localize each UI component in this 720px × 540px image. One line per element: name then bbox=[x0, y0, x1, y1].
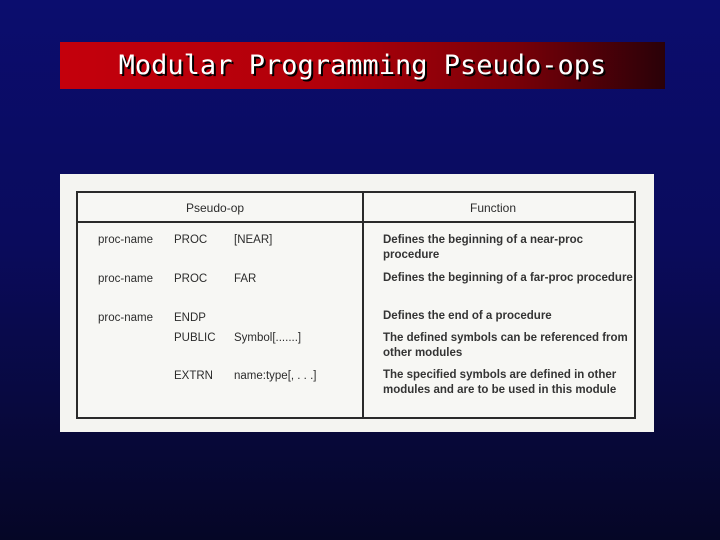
row-1-op: PROC bbox=[174, 234, 208, 246]
pseudo-op-table-figure bbox=[60, 174, 654, 432]
row-5-op: EXTRN bbox=[174, 370, 213, 382]
row-1-operand: [NEAR] bbox=[234, 234, 273, 246]
row-2-function: Defines the beginning of a far-proc procedure bbox=[383, 272, 633, 284]
column-divider bbox=[362, 193, 364, 417]
row-2-op: PROC bbox=[174, 273, 208, 285]
row-5-operand: name:type[, . . .] bbox=[234, 370, 317, 382]
pseudo-op-table bbox=[76, 191, 636, 419]
row-4-op: PUBLIC bbox=[174, 332, 216, 344]
row-3-name: proc-name bbox=[98, 312, 153, 324]
row-4-operand: Symbol[.......] bbox=[234, 332, 302, 344]
row-5-function: The specified symbols are defined in other modules and are to be used in this module bbox=[383, 369, 617, 396]
row-3-op: ENDP bbox=[174, 312, 206, 324]
row-4-function: The defined symbols can be referenced from other modules bbox=[383, 332, 628, 359]
header-function: Function bbox=[470, 201, 517, 215]
row-1-name: proc-name bbox=[98, 234, 153, 246]
row-2-operand: FAR bbox=[234, 273, 257, 285]
slide-title: Modular Programming Pseudo-ops bbox=[118, 50, 607, 81]
slide-title-bar bbox=[60, 42, 665, 89]
table-header-row bbox=[78, 193, 634, 223]
row-3-function: Defines the end of a procedure bbox=[383, 310, 552, 322]
header-pseudo-op: Pseudo-op bbox=[186, 201, 245, 215]
row-2-name: proc-name bbox=[98, 273, 153, 285]
row-1-function: Defines the beginning of a near-proc procedure bbox=[383, 234, 583, 261]
